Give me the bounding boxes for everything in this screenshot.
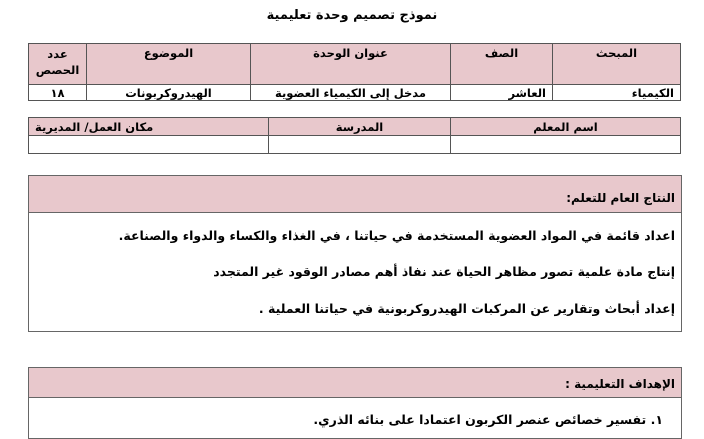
page-title: نموذج تصميم وحدة تعليمية [266,8,438,23]
value-unit-title: مدخل إلى الكيمياء العضوية [251,85,451,101]
outcome-item: إعداد أبحاث وتقارير عن المركبات الهيدروكربونية في حياتنا العملية . [258,301,675,316]
value-school [269,136,451,154]
objective-text: تفسير خصائص عنصر الكربون اعتمادا على بنائه الذري. [313,412,647,427]
learning-objectives-heading: الإهداف التعليمية : [29,368,681,398]
value-topic: الهيدروكربونات [87,85,251,101]
value-workplace [29,136,269,154]
outcome-item: إنتاج مادة علمية تصور مظاهر الحياة عند نفاذ أهم مصادر الوقود غير المتجدد [213,264,675,279]
value-subject: الكيمياء [553,85,681,101]
unit-info-table [28,43,681,101]
header-unit-title: عنوان الوحدة [251,44,451,85]
value-grade: العاشر [451,85,553,101]
objective-item [313,412,663,427]
header-subject: المبحث [553,44,681,85]
value-teacher-name [451,136,681,154]
general-outcomes-heading: النتاج العام للتعلم: [29,176,681,213]
header-workplace: مكان العمل/ المديرية [29,118,269,136]
header-school: المدرسة [269,118,451,136]
header-teacher-name: اسم المعلم [451,118,681,136]
learning-objectives-section [28,367,682,439]
objective-number: ١. [650,412,663,427]
header-topic: الموضوع [87,44,251,85]
staff-table [28,117,681,154]
general-outcomes-section [28,175,682,332]
header-grade: الصف [451,44,553,85]
outcome-item: اعداد قائمة في المواد العضوية المستخدمة في حياتنا ، في الغذاء والكساء والدواء والصناعة. [118,228,675,243]
header-lessons-count: عدد الحصص [29,44,87,85]
value-lessons-count: ١٨ [29,85,87,101]
